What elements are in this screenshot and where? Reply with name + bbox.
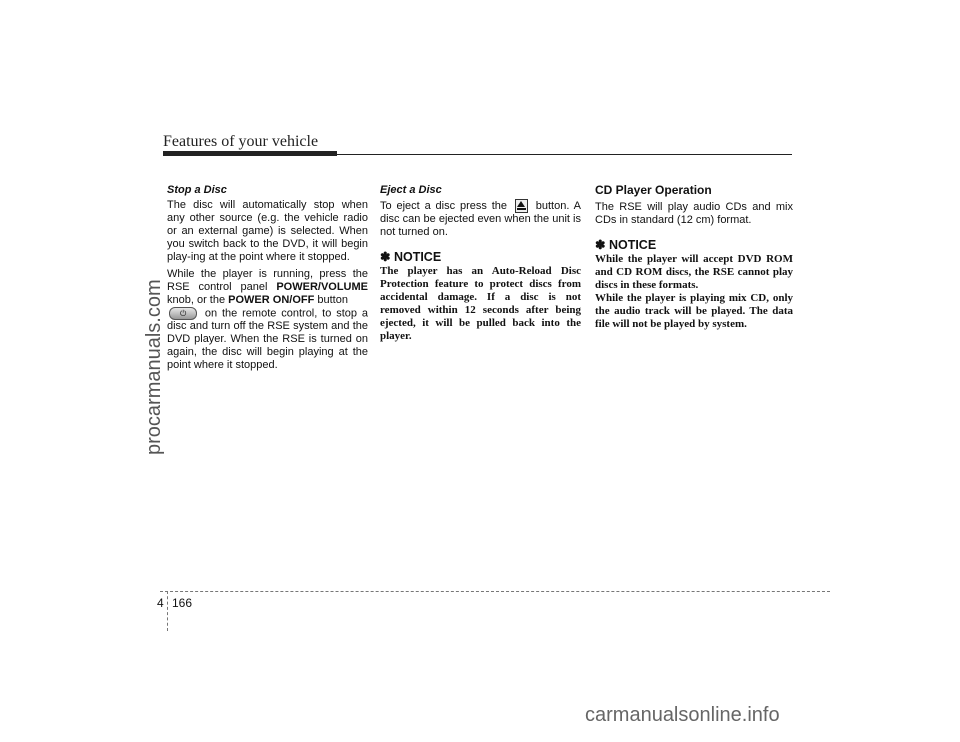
stop-disc-p2-text-f: on the remote control, to stop a disc and turn off the RSE system and the DVD player. When the RSE is turned on again, the disc will begin playing at the point where it stopped. (167, 307, 368, 372)
bottom-watermark: carmanualsonline.info (585, 704, 780, 726)
stop-disc-heading: Stop a Disc (167, 184, 227, 196)
notice-body-eject: The player has an Auto-Reload Disc Protection feature to protect discs from accidental damage. If a disc is not removed within 12 seconds after being ejected, it will be pulled back into the player. (380, 265, 581, 342)
stop-disc-paragraph-1: The disc will automatically stop when any other source (e.g. the vehicle radio or an external game) is selected. When you switch back to the DVD, it will begin play-ing at the point where it stopped. (167, 199, 368, 263)
notice-body-cd-1: While the player will accept DVD ROM and CD ROM discs, the RSE cannot play discs in these formats. (595, 253, 793, 291)
chapter-number: 4 (157, 596, 164, 610)
column-cd-player (595, 184, 793, 331)
page-number: 166 (172, 596, 193, 610)
page-header-title: Features of your vehicle (163, 133, 319, 150)
power-volume-knob-label: POWER/VOLUME (276, 281, 368, 293)
eject-disc-text-b: button. A disc can be ejected even when the unit is not turned on. (380, 199, 581, 238)
power-onoff-button-label: POWER ON/OFF (228, 294, 315, 306)
stop-disc-p2-text-c: knob, or the (167, 294, 229, 306)
remote-power-button-icon (169, 307, 197, 320)
cd-player-heading: CD Player Operation (595, 183, 712, 197)
notice-heading-eject: ✽ NOTICE (380, 250, 442, 264)
eject-disc-heading: Eject a Disc (380, 184, 442, 196)
eject-icon (515, 199, 528, 213)
column-stop-disc (167, 184, 368, 376)
eject-disc-text-a: To eject a disc press the (380, 199, 508, 212)
header-rule-thick (163, 151, 337, 156)
power-icon: ⏻ (180, 309, 187, 318)
footer-dashed-rule (160, 591, 830, 592)
stop-disc-p2-text-e: button (314, 294, 348, 306)
eject-disc-paragraph (380, 199, 581, 239)
header-rule-thin (337, 154, 792, 155)
side-watermark: procarmanuals.com (143, 279, 165, 455)
stop-disc-paragraph-2 (167, 268, 368, 372)
notice-body-cd-2: While the player is playing mix CD, only the audio track will be played. The data file will not be played by system. (595, 292, 793, 330)
cd-player-paragraph: The RSE will play audio CDs and mix CDs in standard (12 cm) format. (595, 201, 793, 226)
column-eject-disc (380, 184, 581, 343)
footer-vertical-dashed-rule (167, 591, 168, 631)
notice-heading-cd: ✽ NOTICE (595, 238, 657, 252)
stop-disc-p2-text-a: While the player is running, press the RSE control panel (167, 268, 368, 293)
